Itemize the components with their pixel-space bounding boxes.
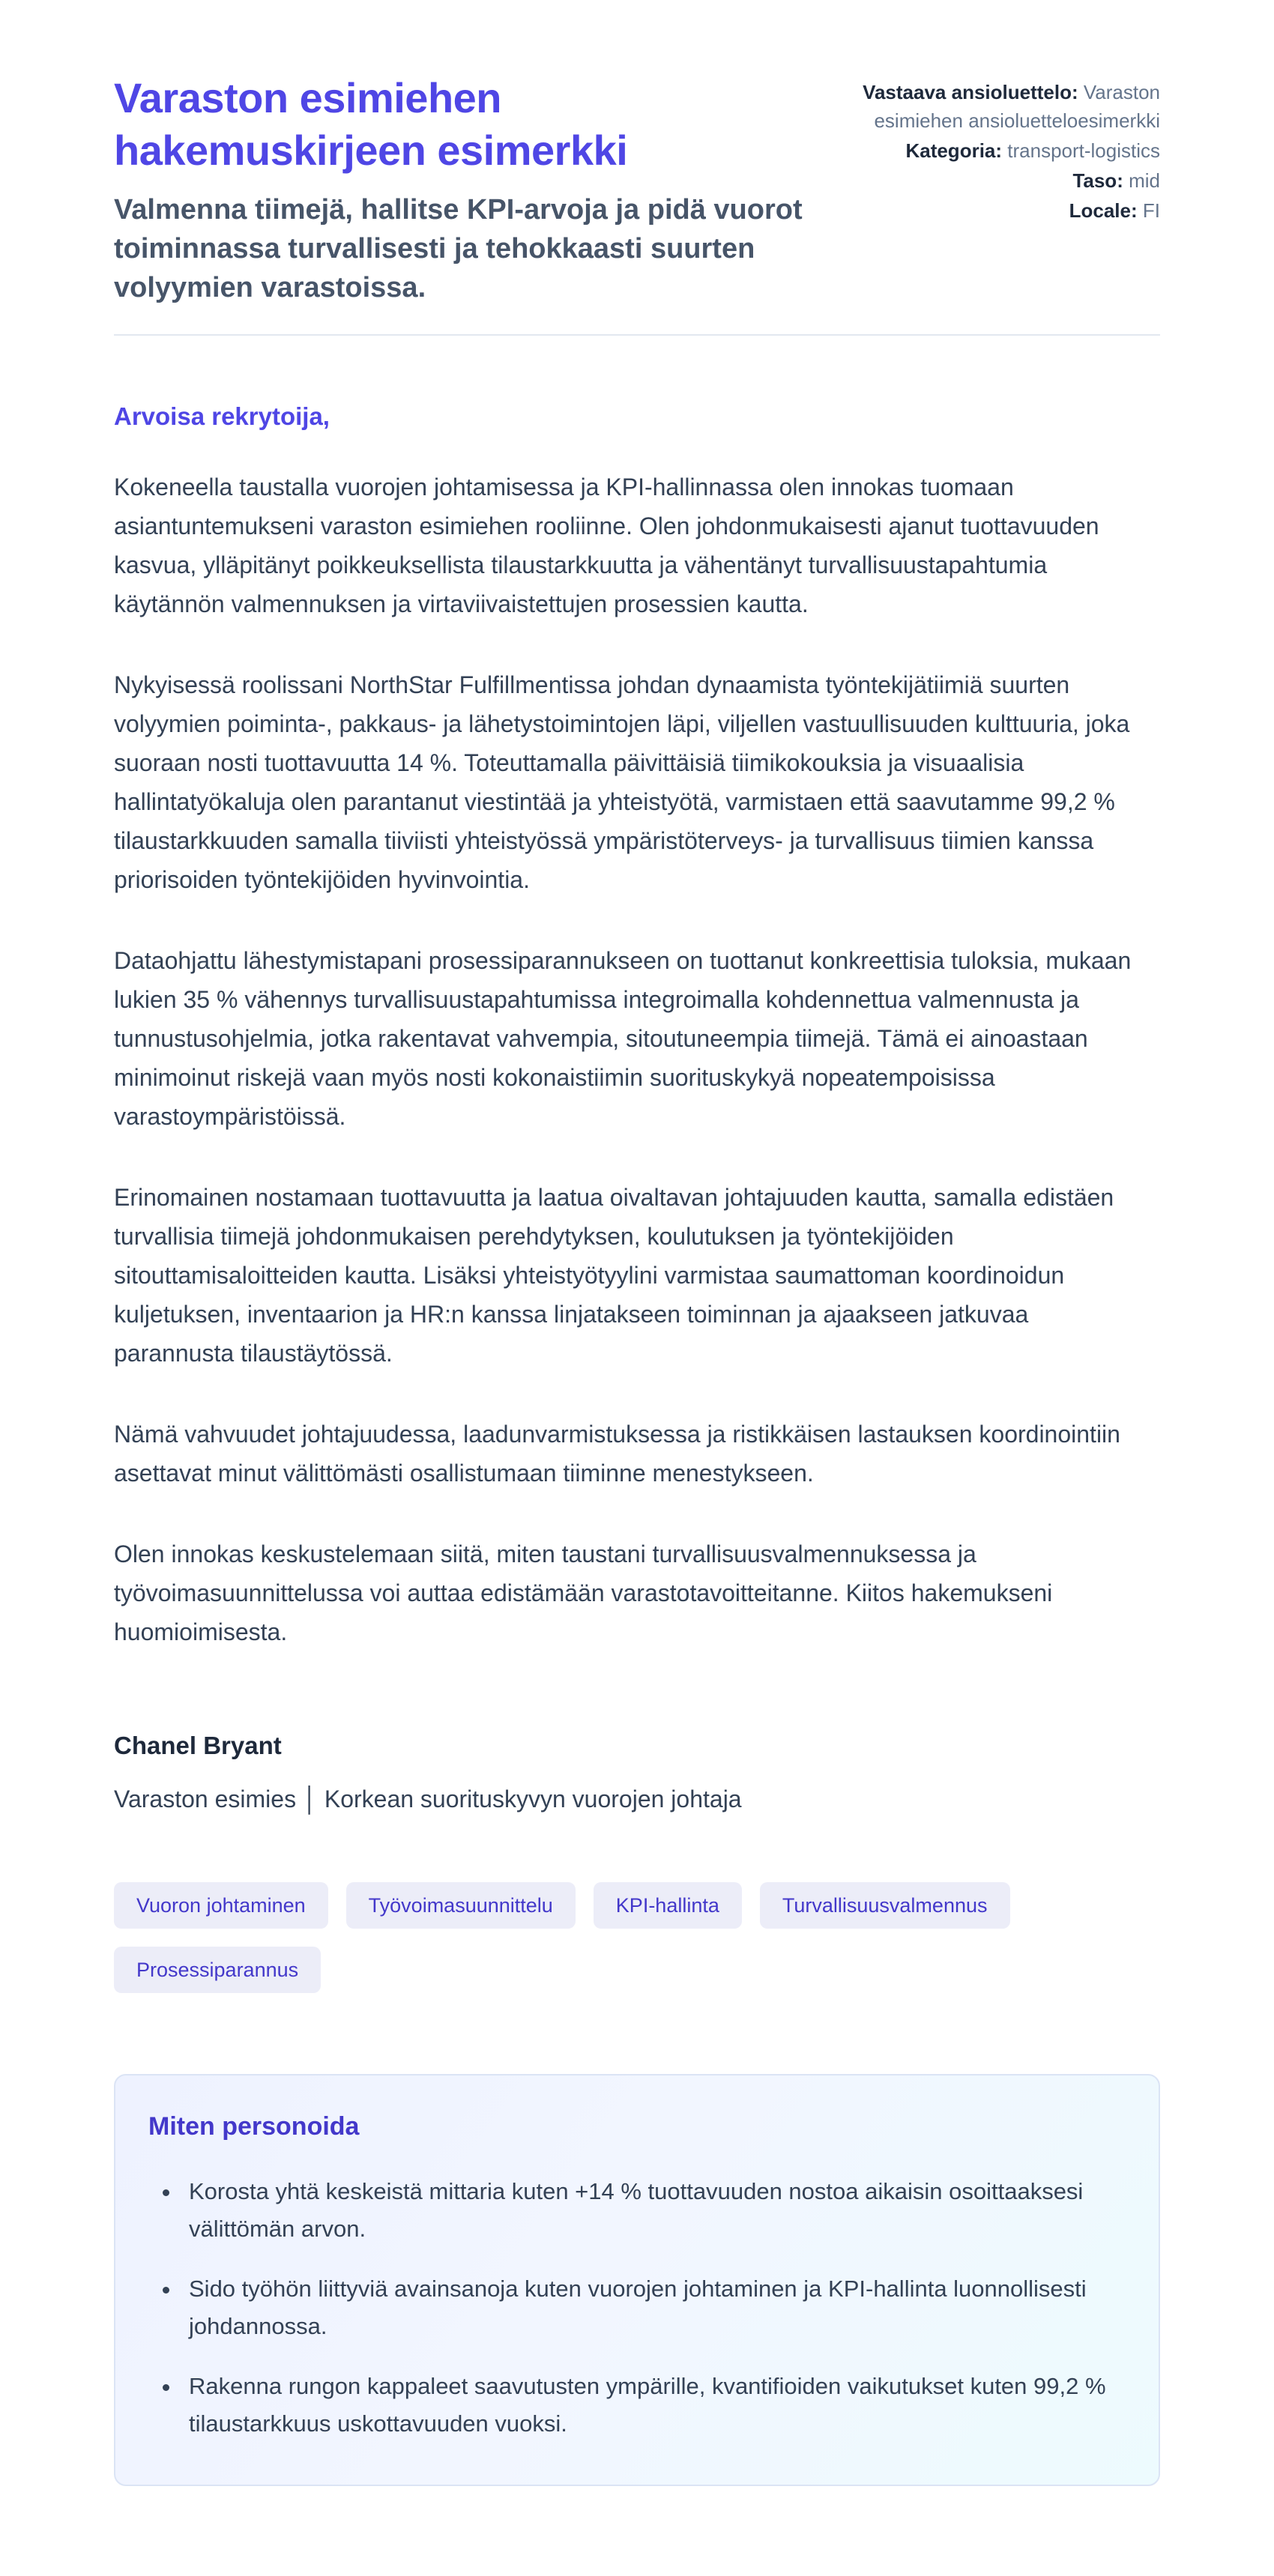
meta-value: mid [1129, 169, 1160, 192]
callout-title: Miten personoida [148, 2112, 360, 2141]
letter-greeting: Arvoisa rekrytoija, [114, 402, 330, 430]
meta-row-level [838, 166, 1160, 195]
signature-name: Chanel Bryant [114, 1732, 282, 1759]
meta-value: transport-logistics [1007, 139, 1160, 162]
letter-paragraph: Nykyisessä roolissani NorthStar Fulfillmentissa johdan dynaamista työntekijätiimiä suurten volyymien poiminta-, pakkaus- ja lähetystoimintojen läpi, viljellen vastuullisuuden kulttuuria, joka suoraan nosti tuottavuutta 14 %. Toteuttamalla päivittäisiä tiimikokouksia ja visuaalisia hallintatyökaluja olen parantanut viestintää ja yhteistyötä, varmistaen että saavutamme 99,2 % tilaustarkkuuden samalla tiiviisti yhteistyössä ympäristöterveys- ja turvallisuus tiimien kanssa priorisoiden työntekijöiden hyvinvointia. [114, 671, 1130, 893]
tags-list [114, 1882, 1160, 1993]
meta-value: FI [1142, 199, 1160, 222]
page-header [114, 72, 1160, 307]
letter-paragraph: Dataohjattu lähestymistapani prosessiparannukseen on tuottanut konkreettisia tuloksia, mukaan lukien 35 % vähennys turvallisuustapahtumissa integroimalla kohdennettua valmennusta ja tunnustusohjelmia, jotka rakentavat vahvempia, sitoutuneempia tiimejä. Tämä ei ainoastaan minimoinut riskejä vaan myös nosti kokonaistiimin suorituskykyä nopeatempoisissa varastoympäristöissä. [114, 947, 1132, 1130]
meta-row-related-resume [838, 78, 1160, 135]
tag-chip[interactable]: Turvallisuusvalmennus [760, 1882, 1010, 1929]
signature-role: Varaston esimies │ Korkean suorituskyvyn vuorojen johtaja [114, 1786, 742, 1812]
header-title-block [114, 72, 820, 307]
meta-label: Locale: [1069, 199, 1138, 222]
tag-chip[interactable]: Vuoron johtaminen [114, 1882, 328, 1929]
letter-paragraph: Kokeneella taustalla vuorojen johtamisessa ja KPI-hallinnassa olen innokas tuomaan asiantuntemukseni varaston esimiehen rooliinne. Olen johdonmukaisesti ajanut tuottavuuden kasvua, ylläpitänyt poikkeuksellista tilaustarkkuutta ja vähentänyt turvallisuustapahtumia käytännön valmennuksen ja virtaviivaistettujen prosessien kautta. [114, 474, 1099, 617]
letter-body [114, 399, 1142, 1816]
meta-label: Taso: [1072, 169, 1123, 192]
meta-label: Vastaava ansioluettelo: [863, 81, 1078, 103]
callout-item: • Rakenna rungon kappaleet saavutusten ympärille, kvantifioiden vaikutukset kuten 99,2 % tilaustarkkuus uskottavuuden vuoksi. [181, 2368, 1123, 2443]
meta-row-category [838, 136, 1160, 165]
meta-label: Kategoria: [905, 139, 1003, 162]
related-resume-link[interactable]: Varaston esimiehen ansioluetteloesimerkki [874, 81, 1160, 132]
meta-row-locale [838, 196, 1160, 225]
callout-item: • Sido työhön liittyviä avainsanoja kuten vuorojen johtaminen ja KPI-hallinta luonnollisesti johdannossa. [181, 2270, 1123, 2345]
letter-paragraph: Erinomainen nostamaan tuottavuutta ja laatua oivaltavan johtajuuden kautta, samalla edistäen turvallisia tiimejä johdonmukaisen perehdytyksen, koulutuksen ja työntekijöiden sitouttamisaloitteiden kautta. Lisäksi yhteistyötyylini varmistaa saumattoman koordinoidun kuljetuksen, inventaarion ja HR:n kanssa linjatakseen toiminnan ja ajaakseen jatkuvaa parannusta tilaustäytössä. [114, 1184, 1114, 1367]
page-subtitle: Valmenna tiimejä, hallitse KPI-arvoja ja pidä vuorot toiminnassa turvallisesti ja tehokkaasti suurten volyymien varastoissa. [114, 194, 803, 303]
letter-paragraphs [114, 468, 1142, 1651]
tag-chip[interactable]: KPI-hallinta [594, 1882, 742, 1929]
callout-list [148, 2173, 1123, 2443]
page-title: Varaston esimiehen hakemuskirjeen esimerkki [114, 74, 628, 174]
header-divider [114, 334, 1160, 336]
meta-panel [838, 78, 1160, 226]
personalization-callout [114, 2074, 1160, 2486]
letter-paragraph: Olen innokas keskustelemaan siitä, miten taustani turvallisuusvalmennuksessa ja työvoimasuunnittelussa voi auttaa edistämään varastotavoitteitanne. Kiitos hakemukseni huomioimisesta. [114, 1541, 1053, 1645]
callout-item: • Korosta yhtä keskeistä mittaria kuten +14 % tuottavuuden nostoa aikaisin osoittaaksesi välittömän arvon. [181, 2173, 1123, 2248]
letter-paragraph: Nämä vahvuudet johtajuudessa, laadunvarmistuksessa ja ristikkäisen lastauksen koordinointiin asettavat minut välittömästi osallistumaan tiiminne menestykseen. [114, 1421, 1120, 1487]
tag-chip[interactable]: Työvoimasuunnittelu [346, 1882, 576, 1929]
tag-chip[interactable]: Prosessiparannus [114, 1947, 321, 1993]
